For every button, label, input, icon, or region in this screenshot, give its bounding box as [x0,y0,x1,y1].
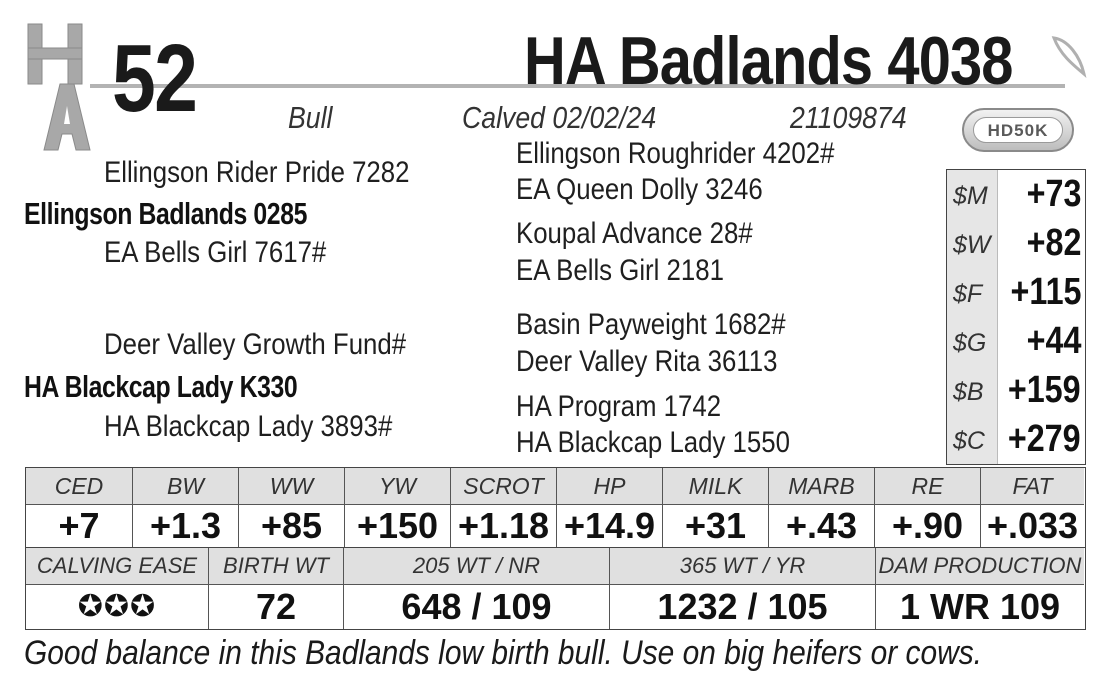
epd-value: +.43 [785,505,858,546]
pedigree-gg-4: EA Bells Girl 2181 [516,254,724,287]
pedigree-gg-3: Koupal Advance 28# [516,217,753,250]
epd-header: YW [345,468,450,505]
pedigree-dam-sire: Deer Valley Growth Fund# [104,328,407,361]
wt205-value: 648 / 109 [401,586,552,627]
wt365-cell [610,548,876,629]
epd-value: +.90 [891,505,964,546]
epd-header: MILK [663,468,768,505]
index-value: +159 [1008,369,1081,411]
epd-milk [663,468,769,547]
birth-wt-header: BIRTH WT [209,548,343,585]
index-row-f [947,268,1087,317]
dam-production-header: DAM PRODUCTION [876,548,1084,585]
index-row-w [947,219,1087,268]
calved-date: Calved 02/02/24 [462,100,657,135]
index-row-g [947,317,1087,366]
pedigree-gg-1: Ellingson Roughrider 4202# [516,137,835,170]
epd-value: +31 [684,505,747,546]
pedigree-sire-dam: EA Bells Girl 7617# [104,236,327,269]
index-value: +44 [1026,320,1081,362]
sex-label: Bull [288,100,333,135]
dam-production-cell [876,548,1084,629]
calving-ease-cell [26,548,209,629]
epd-header: WW [239,468,344,505]
epd-ww [239,468,345,547]
epd-header: FAT [981,468,1084,505]
index-box [946,169,1086,465]
epd-header: MARB [769,468,874,505]
epd-hp [557,468,663,547]
epd-bw [133,468,239,547]
pedigree-dam: HA Blackcap Lady K330 [24,369,298,404]
index-label: $G [953,329,987,357]
wt365-value: 1232 / 105 [657,586,828,627]
wt205-cell [344,548,610,629]
registration-number: 21109874 [790,100,907,135]
epd-fat [981,468,1084,547]
pedigree-dam-dam: HA Blackcap Lady 3893# [104,410,393,443]
epd-header: SCROT [451,468,556,505]
epd-value: +150 [356,505,439,546]
epd-table [25,467,1086,548]
epd-value: +85 [260,505,323,546]
wt365-header: 365 WT / YR [610,548,875,585]
index-row-c [947,415,1087,464]
pedigree-gg-5: Basin Payweight 1682# [516,308,786,341]
ha-logo [26,22,106,154]
pedigree-gg-7: HA Program 1742 [516,390,722,423]
hd50k-badge: HD50K [962,108,1074,152]
pedigree-gg-6: Deer Valley Rita 36113 [516,345,778,378]
dam-production-value: 1 WR 109 [899,586,1061,627]
epd-value: +1.18 [457,505,550,546]
index-row-b [947,366,1087,415]
epd-value: +7 [58,505,100,546]
index-label: $M [953,182,988,210]
production-table [25,548,1086,630]
index-label: $F [953,280,983,308]
lot-number: 52 [112,25,197,132]
index-row-m [947,170,1087,219]
index-value: +73 [1026,173,1081,215]
pedigree-gg-8: HA Blackcap Lady 1550 [516,426,790,459]
birth-wt-value: 72 [255,586,297,627]
epd-value: +1.3 [149,505,222,546]
epd-value: +.033 [986,505,1079,546]
pedigree-gg-2: EA Queen Dolly 3246 [516,173,763,206]
epd-value: +14.9 [563,505,656,546]
epd-header: RE [875,468,980,505]
calving-ease-header: CALVING EASE [26,548,208,585]
pedigree-sire-sire: Ellingson Rider Pride 7282 [104,156,410,189]
epd-ced [26,468,133,547]
epd-marb [769,468,875,547]
calving-ease-stars-icon: ✪✪✪ [77,590,157,623]
pedigree-sire: Ellingson Badlands 0285 [24,196,307,231]
bull-name: HA Badlands 4038 [524,23,1013,99]
index-label: $C [953,427,985,455]
epd-scrot [451,468,557,547]
epd-re [875,468,981,547]
index-value: +279 [1008,418,1081,460]
epd-yw [345,468,451,547]
index-value: +115 [1010,271,1081,313]
epd-header: BW [133,468,238,505]
index-value: +82 [1026,222,1081,264]
epd-header: HP [557,468,662,505]
wt205-header: 205 WT / NR [344,548,609,585]
index-label: $W [953,231,991,259]
comment-text: Good balance in this Badlands low birth bull. Use on big heifers or cows. [24,634,982,672]
epd-header: CED [26,468,132,505]
birth-wt-cell [209,548,344,629]
index-label: $B [953,378,984,406]
